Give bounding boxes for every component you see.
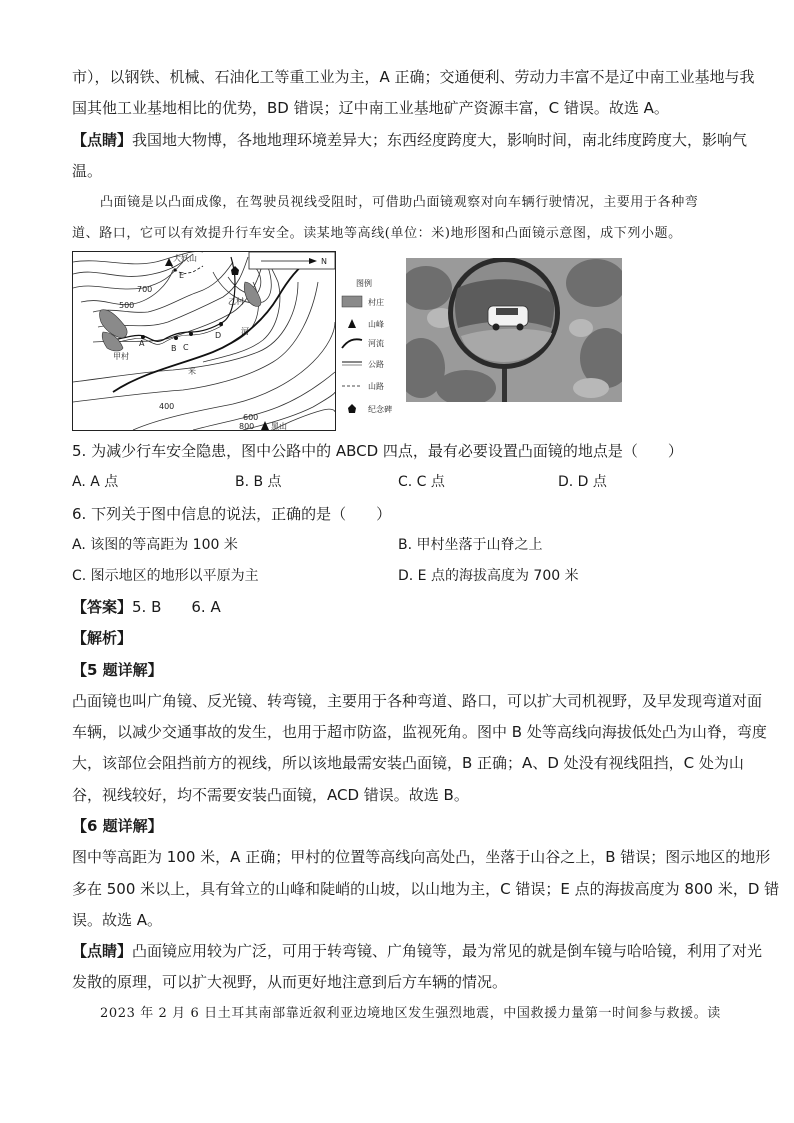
text-line-1: 市），以钢铁、机械、石油化工等重工业为主，A 正确；交通便利、劳动力丰富不是辽中南工业基地与我 — [72, 68, 755, 86]
label-north: N — [321, 257, 327, 266]
q6-detail-line-3: 误。故选 A。 — [72, 911, 163, 929]
next-question-intro: 2023 年 2 月 6 日土耳其南部靠近叙利亚边境地区发生强烈地震，中国救援力量第一时间参与救援。读 — [100, 1006, 721, 1021]
q5-option-a[interactable]: A. A 点 — [72, 474, 119, 490]
label-400: 400 — [159, 402, 175, 411]
legend-item-path: 山路 — [368, 382, 384, 391]
convex-mirror-photo — [406, 258, 622, 402]
label-mi: 米 — [188, 367, 196, 376]
tip2-line-1 — [72, 940, 763, 962]
monument-icon — [231, 266, 239, 275]
car-window — [496, 308, 518, 315]
q5-detail-line-2: 车辆，以减少交通事故的发生，也用于超市防盗，监视死角。图中 B 处等高线向海拔低处凸为山脊，弯度 — [72, 723, 767, 741]
legend-item-village: 村庄 — [368, 298, 384, 307]
legend-monument-icon — [348, 404, 356, 413]
q5-option-b[interactable]: B. B 点 — [235, 474, 282, 490]
label-heishan: 黑山 — [271, 422, 287, 430]
q5-option-d[interactable]: D. D 点 — [558, 474, 607, 490]
village-yicun — [244, 282, 261, 307]
q6-option-d[interactable]: D. E 点的海拔高度为 700 米 — [398, 568, 579, 584]
legend-title: 图例 — [356, 279, 372, 288]
label-b: B — [171, 344, 177, 353]
q6-detail-line-1: 图中等高距为 100 米，A 正确；甲村的位置等高线向高处凸，坐落于山谷之上，B 错误；图示地区的地形 — [72, 848, 771, 866]
contour-map-figure — [72, 251, 336, 431]
label-800: 800 — [239, 422, 255, 430]
map-legend — [336, 276, 400, 432]
contour-line — [193, 372, 335, 430]
contour-line — [133, 322, 335, 430]
q6-option-a[interactable]: A. 该图的等高距为 100 米 — [72, 537, 238, 553]
label-jiacun: 甲村 — [113, 352, 129, 361]
mirror-pole — [502, 366, 507, 402]
tip-line-1 — [72, 129, 748, 151]
point-d — [219, 322, 223, 326]
tip-text: 我国地大物博，各地地理环境差异大；东西经度跨度大，影响时间，南北纬度跨度大，影响气 — [132, 131, 748, 149]
legend-svg — [336, 276, 400, 432]
car-wheel — [493, 324, 500, 331]
tip-line-2: 温。 — [72, 162, 103, 180]
q5-detail-line-3: 大，该部位会阻挡前方的视线，所以该地最需安装凸面镜，B 正确；A、D 处没有视线阻挡，C 处为山 — [72, 754, 744, 772]
label-500: 500 — [119, 301, 135, 310]
q5-detail-line-1: 凸面镜也叫广角镜、反光镜、转弯镜，主要用于各种弯道、路口，可以扩大司机视野，及早发现弯道对面 — [72, 692, 763, 710]
label-he: 河 — [241, 327, 249, 336]
legend-river-icon — [342, 339, 362, 348]
label-e: E — [179, 271, 185, 280]
q5-detail-heading: 【5 题详解】 — [72, 661, 163, 679]
point-e — [173, 268, 176, 271]
answer-line — [72, 596, 724, 618]
q6-option-b[interactable]: B. 甲村坐落于山脊之上 — [398, 537, 543, 553]
label-c: C — [183, 343, 189, 352]
legend-item-river: 河流 — [368, 339, 384, 348]
intro-line-2: 道、路口，它可以有效提升行车安全。读某地等高线(单位：米)地形图和凸面镜示意图，成下列小题。 — [72, 226, 682, 241]
tip2-tag: 【点睛】 — [72, 942, 133, 960]
q6-option-c[interactable]: C. 图示地区的地形以平原为主 — [72, 568, 259, 584]
label-a: A — [139, 339, 145, 348]
legend-peak-icon — [348, 319, 356, 328]
q6-detail-line-2: 多在 500 米以上，具有耸立的山峰和陡峭的山坡，以山地为主，C 错误；E 点的海拔高度为 800 米，D 错 — [72, 880, 780, 898]
point-c — [189, 332, 193, 336]
legend-item-peak: 山峰 — [368, 320, 384, 329]
answer-text: 5. B 6. A — [132, 598, 221, 616]
analysis-heading: 【解析】 — [72, 629, 133, 647]
contour-line — [73, 262, 183, 289]
legend-item-monument: 纪念碑 — [368, 405, 392, 414]
contour-map-svg — [73, 252, 335, 430]
river — [113, 257, 313, 392]
tip-tag: 【点睛】 — [72, 131, 133, 149]
question-5: 5. 为减少行车安全隐患，图中公路中的 ABCD 四点，最有必要设置凸面镜的地点是（ ） — [72, 442, 683, 460]
contour-line — [93, 262, 233, 312]
label-yicun: 乙村 — [228, 297, 244, 306]
text-line-2: 国其他工业基地相比的优势，BD 错误；辽中南工业基地矿产资源丰富，C 错误。故选 A。 — [72, 99, 669, 117]
question-6: 6. 下列关于图中信息的说法，正确的是（ ） — [72, 505, 392, 523]
intro-line-1: 凸面镜是以凸面成像，在驾驶员视线受阻时，可借助凸面镜观察对向车辆行驶情况，主要用于各种弯 — [100, 195, 699, 210]
answer-tag: 【答案】 — [72, 598, 133, 616]
contour-line — [243, 392, 335, 430]
label-600: 600 — [243, 413, 259, 422]
tip2-line-2: 发散的原理，可以扩大视野，从而更好地注意到后方车辆的情况。 — [72, 973, 508, 991]
q5-detail-line-4: 谷，视线较好，均不需要安装凸面镜，ACD 错误。故选 B。 — [72, 786, 469, 804]
car-wheel — [517, 324, 524, 331]
mirror-photo-svg — [406, 258, 622, 402]
q5-option-c[interactable]: C. C 点 — [398, 474, 445, 490]
q6-detail-heading: 【6 题详解】 — [72, 817, 163, 835]
label-d: D — [215, 331, 222, 340]
label-700: 700 — [137, 285, 153, 294]
legend-item-road: 公路 — [368, 360, 384, 369]
legend-village-swatch — [342, 296, 362, 307]
label-dayang: 大妖山 — [173, 254, 197, 263]
tip2-text: 凸面镜应用较为广泛，可用于转弯镜、广角镜等，最为常见的就是倒车镜与哈哈镜，利用了对光 — [132, 942, 763, 960]
point-b — [174, 336, 178, 340]
contour-line — [81, 270, 173, 305]
